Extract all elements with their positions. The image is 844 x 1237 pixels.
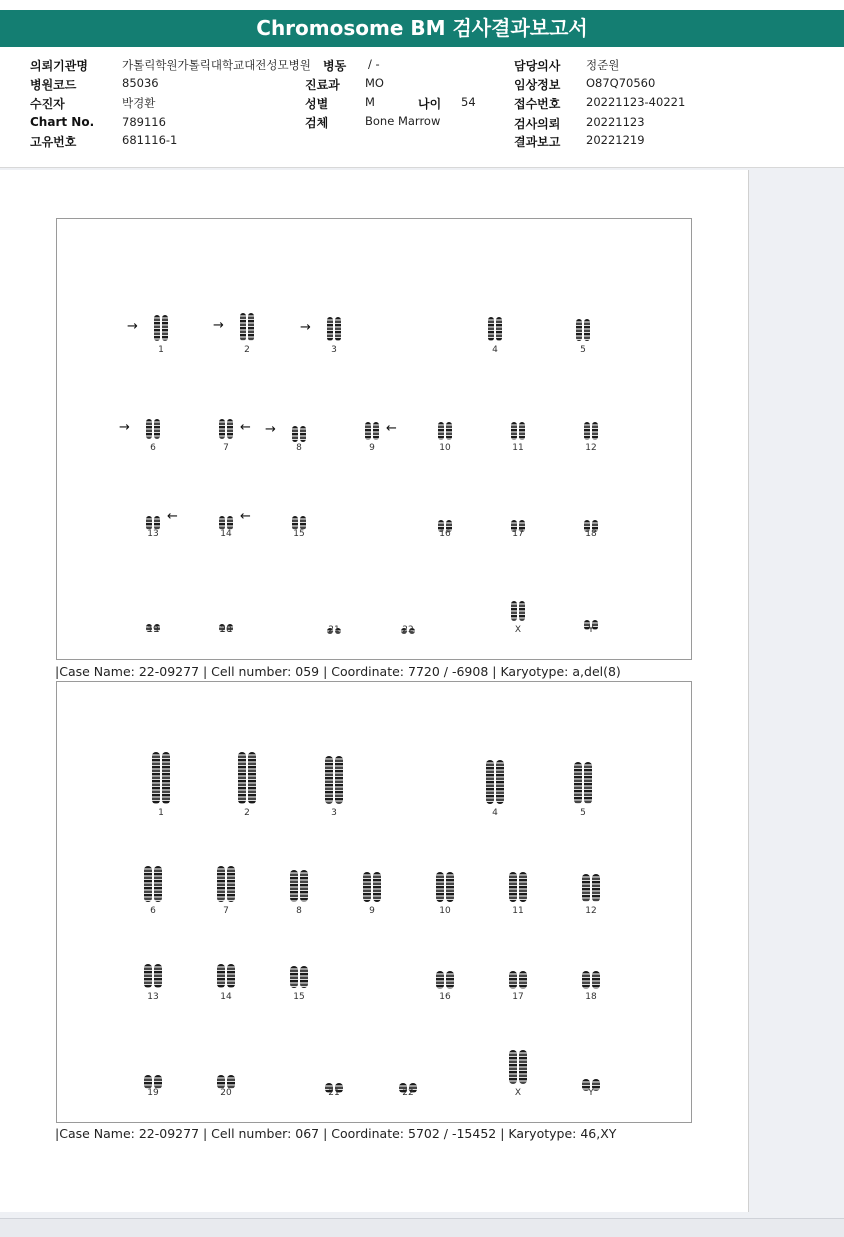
chromosome-image	[269, 511, 329, 525]
karyogram-panel-2	[56, 681, 692, 1123]
chromosome-homolog	[290, 966, 298, 988]
chromosome-homolog	[240, 313, 246, 341]
chart-number-value: 789116	[122, 115, 166, 129]
age-value: 54	[461, 95, 476, 109]
chromosome-homolog	[292, 426, 298, 442]
chromosome-homolog	[238, 752, 246, 804]
chromosome-image	[488, 421, 548, 439]
chromosome-homolog	[486, 760, 494, 804]
chromosome-homolog	[154, 1075, 162, 1089]
chromosome-homolog	[144, 1075, 152, 1089]
chromosome-number: 18	[585, 529, 597, 539]
chromosome-image	[196, 1070, 256, 1084]
chromosome-homolog	[227, 964, 235, 988]
chromosome-number: 2	[244, 345, 250, 355]
chromosome-homolog	[154, 315, 160, 341]
chromosome-homolog	[363, 872, 371, 902]
chromosome-number: 4	[492, 808, 498, 818]
ward-value: / -	[368, 57, 380, 71]
chromosome-image	[217, 752, 277, 804]
clinical-info-value: O87Q70560	[586, 76, 656, 90]
chromosome-image	[304, 1074, 364, 1084]
chromosome-homolog	[219, 419, 225, 439]
chromosome-image	[217, 313, 277, 341]
ward-label: 병동	[323, 59, 347, 73]
right-arrow-icon: →	[300, 320, 311, 335]
chromosome-homolog	[146, 516, 152, 530]
chromosome-image	[131, 315, 191, 341]
chromosome-homolog	[248, 313, 254, 341]
chromosome-number: 15	[293, 992, 305, 1002]
chromosome-number: 6	[150, 906, 156, 916]
specimen-value: Bone Marrow	[365, 114, 441, 128]
chromosome-homolog	[584, 319, 590, 341]
chromosome-number: 13	[147, 992, 159, 1002]
chromosome-homolog	[300, 870, 308, 902]
chromosome-number: X	[514, 1088, 522, 1098]
chromosome-homolog	[438, 422, 444, 440]
karyogram-caption-2: |Case Name: 22-09277 | Cell number: 067 | Coordinate: 5702 / -15452 | Karyotype: 46,XY	[55, 1126, 617, 1141]
chromosome-homolog	[152, 752, 160, 804]
chromosome-homolog	[592, 971, 600, 989]
patient-label: 수진자	[30, 97, 65, 111]
chromosome-homolog	[574, 762, 582, 804]
chromosome-image	[465, 317, 525, 341]
chromosome-number: 9	[369, 906, 375, 916]
report-date-value: 20221219	[586, 133, 645, 147]
chromosome-image	[561, 874, 621, 902]
chromosome-homolog	[496, 317, 502, 341]
chromosome-homolog	[509, 1050, 517, 1084]
chromosome-homolog	[584, 422, 590, 440]
chromosome-homolog	[327, 317, 333, 341]
department-label: 진료과	[305, 78, 340, 92]
chromosome-homolog	[519, 971, 527, 989]
chromosome-number: 15	[293, 529, 305, 539]
chromosome-image	[131, 752, 191, 804]
chromosome-number: 8	[296, 443, 302, 453]
chromosome-homolog	[227, 419, 233, 439]
report-date-label: 결과보고	[514, 135, 561, 149]
chromosome-image	[415, 970, 475, 988]
chromosome-homolog	[446, 422, 452, 440]
chromosome-number: 20	[220, 625, 232, 635]
chromosome-homolog	[511, 422, 517, 440]
chromosome-number: 1	[158, 808, 164, 818]
chromosome-number: 3	[331, 345, 337, 355]
chromosome-homolog	[300, 516, 306, 530]
chromosome-image	[269, 870, 329, 902]
hospital-code-label: 병원코드	[30, 78, 77, 92]
chromosome-image	[488, 513, 548, 525]
karyogram-panel-1	[56, 218, 692, 660]
chromosome-homolog	[446, 872, 454, 902]
chromosome-number: 16	[439, 529, 451, 539]
chromosome-number: 20	[220, 1088, 232, 1098]
chromosome-homolog	[154, 419, 160, 439]
chromosome-homolog	[582, 874, 590, 902]
chromosome-homolog	[335, 317, 341, 341]
chromosome-homolog	[373, 422, 379, 440]
chromosome-homolog	[248, 752, 256, 804]
chromosome-homolog	[162, 315, 168, 341]
chromosome-homolog	[365, 422, 371, 440]
doctor-value: 정준원	[586, 58, 620, 72]
chromosome-homolog	[519, 601, 525, 621]
chromosome-homolog	[290, 870, 298, 902]
chromosome-homolog	[519, 422, 525, 440]
chromosome-image	[196, 613, 256, 621]
chromosome-homolog	[519, 1050, 527, 1084]
chromosome-number: 6	[150, 443, 156, 453]
chromosome-image	[269, 423, 329, 439]
request-date-value: 20221123	[586, 115, 645, 129]
chromosome-number: 11	[512, 906, 524, 916]
left-arrow-icon: ←	[240, 420, 251, 435]
chromosome-homolog	[509, 971, 517, 989]
chromosome-image	[488, 601, 548, 621]
chromosome-image	[561, 1072, 621, 1084]
doctor-label: 담당의사	[514, 59, 561, 73]
chromosome-number: 5	[580, 345, 586, 355]
chromosome-number: 3	[331, 808, 337, 818]
right-arrow-icon: →	[213, 318, 224, 333]
chromosome-homolog	[300, 426, 306, 442]
chromosome-image	[196, 964, 256, 988]
chromosome-homolog	[446, 971, 454, 989]
chromosome-homolog	[511, 601, 517, 621]
hospital-code-value: 85036	[122, 76, 159, 90]
chromosome-image	[561, 421, 621, 439]
chromosome-image	[304, 317, 364, 341]
report-header	[0, 47, 844, 168]
chromosome-number: 12	[585, 906, 597, 916]
left-arrow-icon: ←	[167, 509, 178, 524]
specimen-label: 검체	[305, 116, 329, 130]
chromosome-image	[415, 872, 475, 902]
chromosome-image	[561, 611, 621, 621]
chromosome-homolog	[576, 319, 582, 341]
chromosome-homolog	[582, 971, 590, 989]
chromosome-image	[342, 872, 402, 902]
right-arrow-icon: →	[119, 420, 130, 435]
unique-id-value: 681116-1	[122, 133, 178, 147]
chromosome-homolog	[300, 966, 308, 988]
chromosome-image	[415, 513, 475, 525]
chromosome-homolog	[217, 964, 225, 988]
request-date-label: 검사의뢰	[514, 117, 561, 131]
chromosome-image	[553, 762, 613, 804]
chromosome-homolog	[144, 866, 152, 902]
left-arrow-icon: ←	[386, 421, 397, 436]
chromosome-image	[488, 1050, 548, 1084]
chromosome-number: 1	[158, 345, 164, 355]
chromosome-homolog	[217, 1075, 225, 1089]
chromosome-number: 11	[512, 443, 524, 453]
bottom-scroll-strip	[0, 1218, 844, 1237]
chromosome-homolog	[592, 874, 600, 902]
chromosome-number: 17	[512, 529, 524, 539]
chromosome-number: 14	[220, 992, 232, 1002]
chromosome-number: 21	[328, 1088, 340, 1098]
hospital-value: 가톨릭학원가톨릭대학교대전성모병원	[122, 58, 311, 72]
clinical-info-label: 임상정보	[514, 78, 561, 92]
unique-id-label: 고유번호	[30, 135, 77, 149]
chromosome-homolog	[519, 872, 527, 902]
chromosome-homolog	[488, 317, 494, 341]
chromosome-homolog	[373, 872, 381, 902]
chromosome-image	[415, 421, 475, 439]
sex-value: M	[365, 95, 375, 109]
chromosome-homolog	[219, 516, 225, 530]
hospital-label: 의뢰기관명	[30, 59, 88, 73]
chromosome-homolog	[509, 872, 517, 902]
receipt-number-label: 접수번호	[514, 97, 561, 111]
chromosome-homolog	[154, 866, 162, 902]
chromosome-homolog	[144, 964, 152, 988]
report-title: Chromosome BM 검사결과보고서	[0, 10, 844, 47]
chromosome-image	[269, 966, 329, 988]
left-arrow-icon: ←	[240, 509, 251, 524]
department-value: MO	[365, 76, 384, 90]
right-arrow-icon: →	[127, 319, 138, 334]
chromosome-number: 22	[402, 1088, 414, 1098]
chromosome-homolog	[227, 516, 233, 530]
chromosome-homolog	[154, 964, 162, 988]
chromosome-number: 2	[244, 808, 250, 818]
chromosome-image	[561, 513, 621, 525]
patient-value: 박경환	[122, 96, 156, 110]
chromosome-number: 19	[147, 625, 159, 635]
age-label: 나이	[418, 97, 442, 111]
receipt-number-value: 20221123-40221	[586, 95, 686, 109]
chromosome-image	[561, 970, 621, 988]
chromosome-image	[488, 872, 548, 902]
karyogram-caption-1: |Case Name: 22-09277 | Cell number: 059 | Coordinate: 7720 / -6908 | Karyotype: a,del(8)	[55, 664, 621, 679]
report-page	[0, 170, 749, 1212]
chromosome-homolog	[584, 762, 592, 804]
chromosome-image	[123, 866, 183, 902]
chromosome-number: 9	[369, 443, 375, 453]
chromosome-number: 22	[402, 625, 414, 635]
chromosome-number: 4	[492, 345, 498, 355]
chromosome-number: X	[514, 625, 522, 635]
chromosome-homolog	[227, 1075, 235, 1089]
chromosome-image	[123, 613, 183, 621]
chromosome-image	[378, 1074, 438, 1084]
chromosome-number: 8	[296, 906, 302, 916]
chromosome-homolog	[292, 516, 298, 530]
chromosome-number: 10	[439, 906, 451, 916]
chromosome-homolog	[227, 866, 235, 902]
chromosome-number: 19	[147, 1088, 159, 1098]
chromosome-number: 12	[585, 443, 597, 453]
chromosome-image	[304, 615, 364, 621]
chromosome-homolog	[146, 419, 152, 439]
chromosome-image	[123, 1070, 183, 1084]
chromosome-image	[123, 419, 183, 439]
chromosome-homolog	[217, 866, 225, 902]
chart-number-label: Chart No.	[30, 115, 95, 129]
chromosome-homolog	[154, 516, 160, 530]
chromosome-number: 7	[223, 906, 229, 916]
chromosome-homolog	[436, 872, 444, 902]
chromosome-number: 5	[580, 808, 586, 818]
chromosome-number: 14	[220, 529, 232, 539]
chromosome-number: 13	[147, 529, 159, 539]
sex-label: 성별	[305, 97, 329, 111]
chromosome-homolog	[592, 422, 598, 440]
chromosome-image	[465, 760, 525, 804]
chromosome-number: 17	[512, 992, 524, 1002]
chromosome-number: 10	[439, 443, 451, 453]
chromosome-number: 16	[439, 992, 451, 1002]
chromosome-image	[553, 319, 613, 341]
chromosome-number: Y	[588, 625, 594, 635]
right-arrow-icon: →	[265, 422, 276, 437]
chromosome-homolog	[496, 760, 504, 804]
chromosome-image	[123, 964, 183, 988]
chromosome-number: 21	[328, 625, 340, 635]
chromosome-image	[488, 970, 548, 988]
chromosome-number: Y	[588, 1088, 594, 1098]
chromosome-image	[304, 756, 364, 804]
chromosome-homolog	[436, 971, 444, 989]
chromosome-image	[378, 615, 438, 621]
chromosome-number: 18	[585, 992, 597, 1002]
chromosome-image	[196, 866, 256, 902]
chromosome-homolog	[335, 756, 343, 804]
chromosome-homolog	[325, 756, 333, 804]
chromosome-number: 7	[223, 443, 229, 453]
chromosome-homolog	[162, 752, 170, 804]
